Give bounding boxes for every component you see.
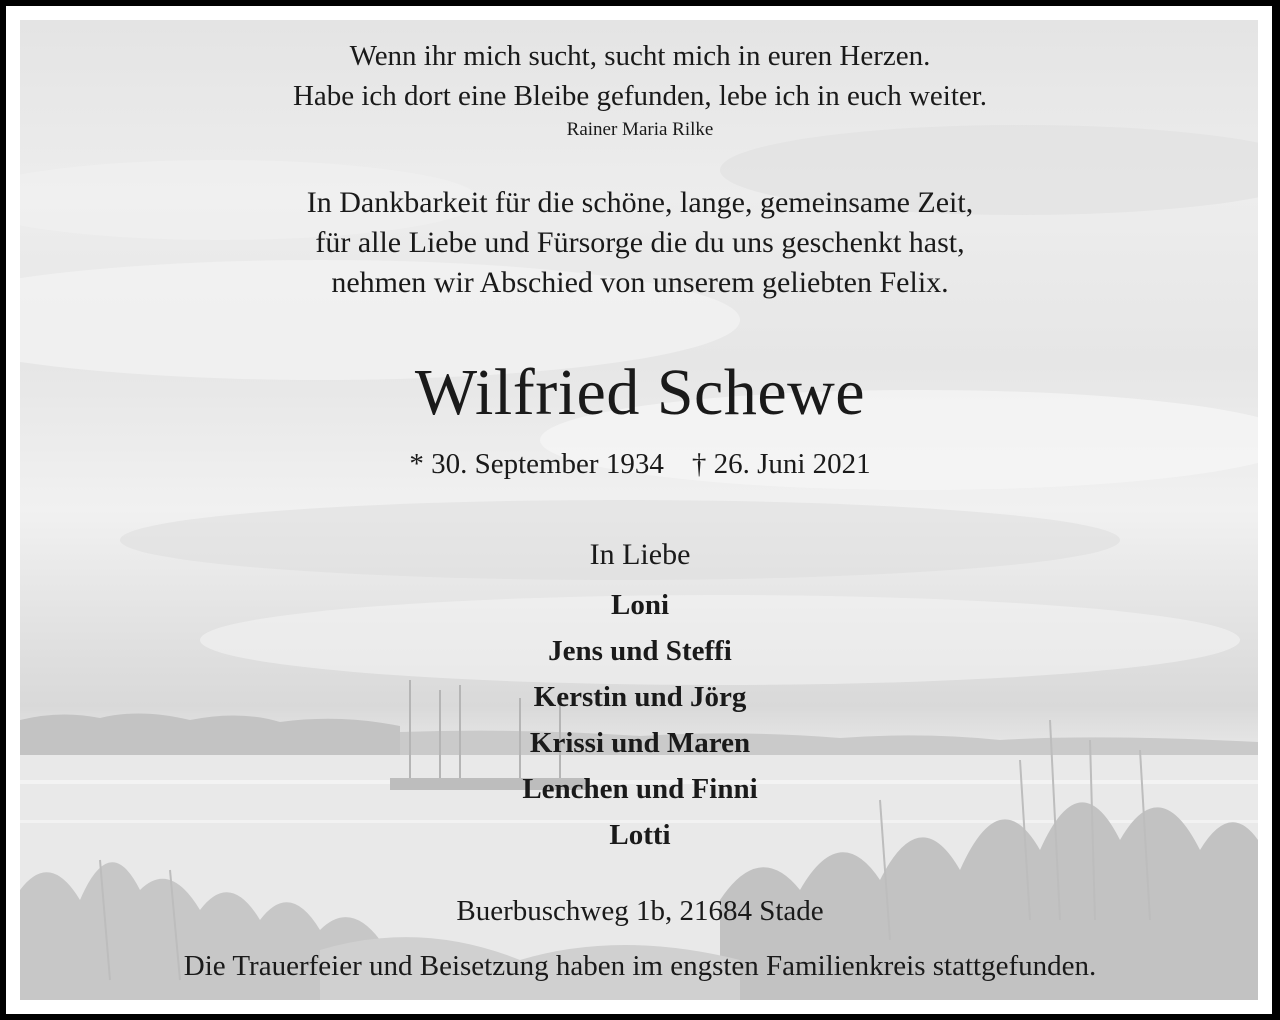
mourner-name: Lotti <box>609 819 671 851</box>
family-address: Buerbuschweg 1b, 21684 Stade <box>456 895 824 927</box>
mourner-name: Jens und Steffi <box>548 635 732 667</box>
deceased-name: Wilfried Schewe <box>414 356 866 429</box>
life-dates <box>0 448 1280 481</box>
quote-line-1: Wenn ihr mich sucht, sucht mich in euren Herzen. <box>349 40 931 72</box>
quote-line-2: Habe ich dort eine Bleibe gefunden, lebe ich in euch weiter. <box>292 80 988 112</box>
mourner-name: Loni <box>610 589 670 621</box>
message-line-2: für alle Liebe und Fürsorge die du uns geschenkt hast, <box>315 226 965 259</box>
message-line-3: nehmen wir Abschied von unserem geliebten Felix. <box>331 266 949 299</box>
mourner-name: Kerstin und Jörg <box>533 681 747 713</box>
mourners-intro: In Liebe <box>589 538 691 571</box>
mourner-name: Lenchen und Finni <box>522 773 758 805</box>
birth-date: * 30. September 1934 <box>409 448 664 480</box>
death-date: † 26. Juni 2021 <box>691 448 871 480</box>
funeral-note: Die Trauerfeier und Beisetzung haben im engsten Familienkreis stattgefunden. <box>183 950 1097 982</box>
mourner-name: Krissi und Maren <box>529 727 751 759</box>
message-line-1: In Dankbarkeit für die schöne, lange, gemeinsame Zeit, <box>306 186 974 219</box>
quote-author: Rainer Maria Rilke <box>566 119 714 140</box>
